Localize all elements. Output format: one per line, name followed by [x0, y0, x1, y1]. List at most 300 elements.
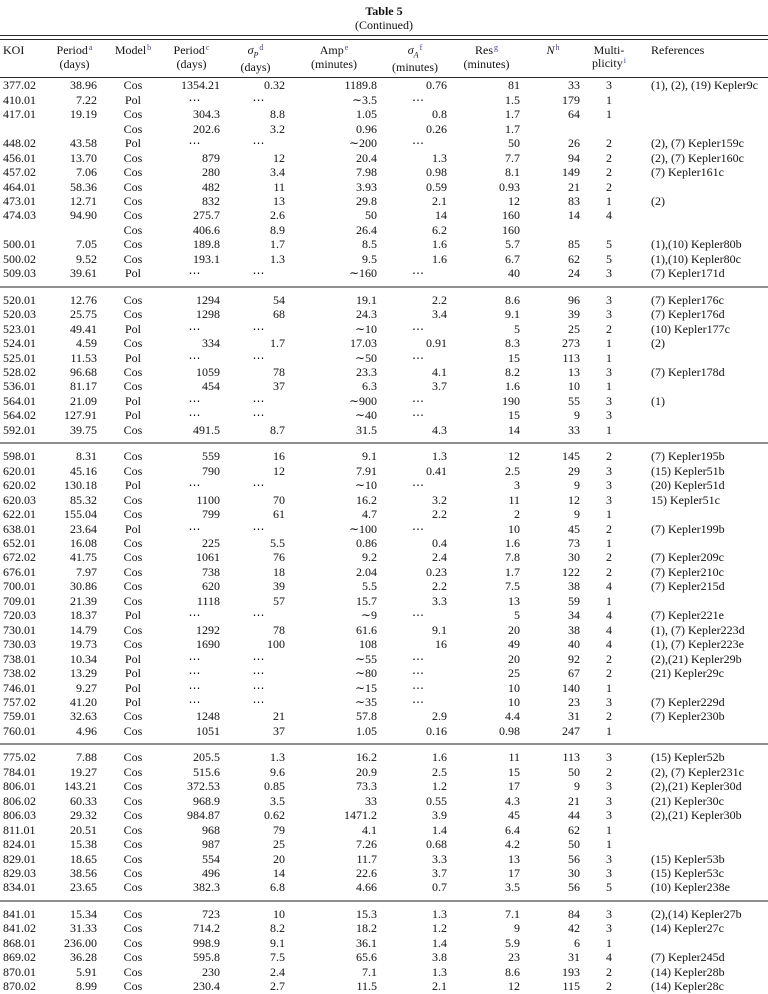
cell-sigma-p: ⋯ [252, 321, 265, 336]
cell-sigma-p: 13 [273, 194, 285, 209]
footnote-d-link[interactable]: d [259, 43, 264, 52]
cell-n: 44 [568, 808, 580, 823]
cell-sigma-p: 2.4 [270, 964, 285, 979]
cell-koi: 592.01 [3, 422, 36, 437]
cell-sigma-p: 12 [273, 463, 285, 478]
cell-multiplicity: 2 [606, 550, 612, 565]
cell-model: Pol [124, 666, 141, 681]
cell-sigma-p: 12 [273, 150, 285, 165]
cell-res: 9.1 [505, 307, 520, 322]
cell-period-fit: 1294 [163, 287, 226, 307]
cell-amp: ∼900 [348, 393, 377, 408]
cell-model: Cos [123, 564, 143, 579]
cell-sigma-a: 1.6 [432, 251, 447, 266]
cell-model: Cos [123, 222, 143, 237]
cell-n: 64 [568, 107, 580, 122]
cell-res: 1.5 [505, 92, 520, 107]
cell-references: (7) Kepler221e [651, 608, 724, 623]
cell-amp: 22.6 [356, 865, 377, 880]
cell-amp: ∼80 [354, 666, 377, 681]
cell-amp: 23.3 [356, 365, 377, 379]
cell-references [632, 223, 768, 237]
cell-n: 193 [562, 964, 580, 979]
cell-period-observed: 14.79 [70, 622, 97, 637]
cell-koi: 738.02 [3, 666, 36, 681]
cell-sigma-a: 6.2 [432, 222, 447, 237]
cell-sigma-p: 3.4 [270, 165, 285, 180]
cell-references: (2),(21) Kepler30d [651, 779, 742, 794]
cell-period-observed: 29.32 [70, 808, 97, 823]
table-row [0, 936, 768, 950]
cell-amp: ∼35 [354, 694, 377, 709]
cell-model: Cos [123, 979, 143, 994]
cell-sigma-a: 1.2 [432, 779, 447, 794]
cell-references: (1) [651, 393, 665, 408]
cell-amp: 9.1 [291, 443, 383, 463]
cell-sigma-a: 3.9 [432, 808, 447, 823]
cell-sigma-p: 0.62 [264, 808, 285, 823]
cell-multiplicity: 2 [606, 666, 612, 681]
cell-amp: 9.2 [362, 550, 377, 565]
table-row [0, 852, 768, 866]
cell-references: (15) Kepler52b [632, 744, 768, 764]
cell-sigma-a: 1.4 [432, 935, 447, 950]
cell-koi: 709.01 [3, 593, 36, 608]
cell-period-fit: 879 [202, 150, 220, 165]
cell-period-fit: 554 [202, 851, 220, 866]
cell-res: 7.1 [453, 901, 526, 921]
cell-period-observed: 39.61 [70, 266, 97, 281]
cell-period-fit: 275.7 [193, 208, 220, 223]
cell-sigma-p: 57 [273, 593, 285, 608]
cell-koi: 784.01 [3, 764, 36, 779]
cell-koi: 509.03 [3, 266, 36, 281]
cell-amp: 24.3 [356, 307, 377, 322]
cell-koi: 564.01 [3, 393, 36, 408]
cell-koi: 528.02 [3, 365, 36, 379]
cell-references: (14) Kepler28b [651, 964, 725, 979]
cell-sigma-a: 2.1 [432, 979, 447, 994]
cell-sigma-a: 9.1 [432, 622, 447, 637]
cell-amp: 0.96 [356, 121, 377, 136]
cell-references: 15) Kepler51c [651, 492, 720, 507]
cell-koi: 757.02 [3, 694, 36, 709]
footnote-h-link[interactable]: h [555, 43, 560, 52]
footnote-g-link[interactable]: g [494, 43, 498, 52]
cell-amp: 16.2 [356, 492, 377, 507]
cell-period-observed: 7.05 [76, 237, 97, 252]
cell-sigma-p: ⋯ [252, 680, 265, 695]
cell-multiplicity: 3 [606, 865, 612, 880]
cell-period-fit: 1051 [196, 723, 220, 738]
cell-multiplicity: 1 [606, 379, 612, 394]
cell-n: 84 [526, 901, 586, 921]
row-group-4 [0, 744, 768, 901]
cell-amp: 7.91 [356, 463, 377, 478]
footnote-a-link[interactable]: a [88, 43, 93, 52]
cell-amp: ∼10 [354, 321, 377, 336]
col-header-sigma-p: $\sigma_P^d$ (days) [226, 40, 291, 78]
footnote-b-link[interactable]: b [147, 43, 152, 52]
cell-amp: 2.04 [356, 564, 377, 579]
cell-n: 85 [568, 237, 580, 252]
cell-multiplicity: 3 [606, 793, 612, 808]
cell-n: 31 [568, 950, 580, 965]
cell-period-fit: 998.9 [193, 935, 220, 950]
table-row [0, 794, 768, 808]
cell-model: Pol [124, 350, 141, 365]
cell-n: 33 [568, 78, 580, 93]
cell-model: Cos [123, 179, 143, 194]
cell-references: (2) [651, 336, 665, 351]
cell-amp: 15.3 [291, 901, 383, 921]
table-row [0, 522, 768, 536]
table-row [0, 464, 768, 478]
cell-multiplicity: 3 [606, 408, 612, 423]
cell-sigma-a: ⋯ [412, 608, 424, 623]
cell-res: 10 [508, 694, 520, 709]
cell-n: 56 [568, 880, 580, 895]
cell-n: 179 [562, 92, 580, 107]
cell-amp: 31.5 [356, 422, 377, 437]
cell-sigma-p: 21 [273, 709, 285, 724]
cell-n: 12 [568, 492, 580, 507]
table-row [0, 965, 768, 979]
cell-references: (1), (7) Kepler223e [651, 637, 744, 652]
table-row [0, 408, 768, 422]
cell-model: Pol [124, 651, 141, 666]
cell-model: Cos [123, 637, 143, 652]
cell-n: 67 [568, 666, 580, 681]
cell-sigma-a: 0.59 [426, 179, 447, 194]
cell-n [526, 122, 586, 136]
footnote-e-link[interactable]: e [344, 43, 349, 52]
cell-period-fit: 968 [202, 822, 220, 837]
cell-period-observed: 12.71 [70, 194, 97, 209]
cell-period-fit: 372.53 [187, 779, 220, 794]
cell-model: Cos [103, 901, 163, 921]
cell-res: 5 [514, 608, 520, 623]
cell-koi [0, 122, 52, 136]
cell-sigma-p: 7.5 [270, 950, 285, 965]
cell-koi: 622.01 [3, 507, 36, 522]
cell-koi: 806.01 [3, 779, 36, 794]
cell-amp: 4.66 [356, 880, 377, 895]
cell-period-observed: 16.08 [70, 535, 97, 550]
cell-sigma-a: ⋯ [412, 651, 424, 666]
cell-amp: 57.8 [356, 709, 377, 724]
cell-model: Cos [123, 880, 143, 895]
cell-amp: 11.5 [356, 979, 377, 994]
cell-sigma-p: 1.7 [270, 336, 285, 351]
cell-koi: 417.01 [3, 107, 36, 122]
table-row [0, 208, 768, 222]
cell-sigma-a: 1.3 [383, 443, 453, 463]
table-row [0, 165, 768, 179]
cell-period-fit: 595.8 [193, 950, 220, 965]
cell-model: Cos [123, 307, 143, 322]
table-row [0, 652, 768, 666]
cell-period-observed: 43.58 [70, 136, 97, 151]
cell-multiplicity: 4 [606, 950, 612, 965]
cell-res: 5 [514, 321, 520, 336]
cell-references: (14) Kepler27c [651, 921, 724, 936]
cell-references: (15) Kepler53c [651, 865, 724, 880]
cell-res: 0.98 [499, 723, 520, 738]
cell-period-observed: 11.53 [70, 350, 97, 365]
cell-period-fit: 723 [163, 901, 226, 921]
cell-period-observed: 81.17 [70, 379, 97, 394]
cell-sigma-a: 3.2 [432, 492, 447, 507]
cell-period-observed: 30.86 [70, 579, 97, 594]
cell-amp: ∼55 [354, 651, 377, 666]
cell-model: Cos [123, 935, 143, 950]
cell-n: 59 [568, 593, 580, 608]
cell-multiplicity: 2 [606, 979, 612, 994]
cell-model: Cos [123, 622, 143, 637]
table-caption [0, 0, 768, 32]
cell-sigma-a: 0.8 [432, 107, 447, 122]
table-row [0, 536, 768, 550]
cell-references [632, 837, 768, 851]
table-row [0, 579, 768, 593]
cell-res: 7.8 [505, 550, 520, 565]
cell-period-fit: ⋯ [188, 350, 201, 365]
cell-amp: 4.1 [362, 822, 377, 837]
table-row [0, 266, 768, 286]
cell-period-fit: 1298 [196, 307, 220, 322]
table-row [0, 823, 768, 837]
cell-references: (7) Kepler176c [632, 287, 768, 307]
cell-n: 113 [562, 350, 580, 365]
table-row [0, 237, 768, 251]
cell-res: 20 [508, 622, 520, 637]
cell-amp: ∼40 [354, 408, 377, 423]
cell-multiplicity: 3 [606, 478, 612, 493]
cell-res: 4.3 [505, 793, 520, 808]
cell-res: 3.5 [505, 880, 520, 895]
table-row [0, 695, 768, 709]
cell-n: 113 [526, 744, 586, 764]
cell-multiplicity [586, 122, 632, 136]
table-row [0, 507, 768, 521]
cell-res: 4.2 [505, 837, 520, 852]
cell-period-fit: ⋯ [188, 608, 201, 623]
cell-amp: 1.05 [356, 723, 377, 738]
cell-sigma-p: ⋯ [252, 92, 265, 107]
cell-amp: 65.6 [356, 950, 377, 965]
cell-references: (10) Kepler238e [651, 880, 730, 895]
cell-n: 31 [568, 709, 580, 724]
cell-references: (7) Kepler161c [651, 165, 724, 180]
cell-koi: 377.02 [3, 78, 36, 93]
cell-model: Pol [124, 266, 141, 281]
cell-sigma-p: 37 [273, 723, 285, 738]
cell-multiplicity: 3 [606, 694, 612, 709]
cell-references: (7) Kepler229d [651, 694, 725, 709]
cell-sigma-a: 1.3 [432, 150, 447, 165]
cell-multiplicity: 1 [606, 680, 612, 695]
cell-model: Cos [123, 165, 143, 180]
cell-multiplicity: 1 [606, 593, 612, 608]
cell-references: (21) Kepler30c [651, 793, 724, 808]
cell-model: Cos [123, 107, 143, 122]
cell-sigma-a: 1.6 [432, 237, 447, 252]
header-row [0, 40, 768, 78]
cell-sigma-p: 61 [273, 507, 285, 522]
table-row [0, 623, 768, 637]
table-row [0, 443, 768, 463]
cell-n: 25 [568, 321, 580, 336]
cell-koi [0, 223, 52, 237]
cell-n: 56 [568, 851, 580, 866]
footnote-i-link[interactable]: i [623, 56, 626, 65]
cell-multiplicity: 3 [606, 365, 612, 379]
cell-amp: 20.9 [356, 764, 377, 779]
cell-references [632, 351, 768, 365]
cell-res: 160 [502, 222, 520, 237]
cell-references: (2) [651, 194, 665, 209]
cell-period-fit: ⋯ [188, 694, 201, 709]
cell-res: 1.7 [505, 121, 520, 136]
cell-amp: 50 [365, 208, 377, 223]
cell-koi: 464.01 [3, 179, 36, 194]
table-row [0, 709, 768, 723]
cell-period-fit: ⋯ [188, 521, 201, 536]
cell-sigma-p: 6.8 [270, 880, 285, 895]
cell-period-observed: 96.68 [70, 365, 97, 379]
cell-n: 34 [568, 608, 580, 623]
cell-sigma-a: ⋯ [412, 694, 424, 709]
cell-period-fit: ⋯ [188, 136, 201, 151]
cell-references: (7) Kepler176d [651, 307, 725, 322]
cell-references: (10) Kepler177c [651, 321, 730, 336]
cell-period-fit: 334 [202, 336, 220, 351]
table-row [0, 379, 768, 393]
cell-amp: 1.05 [356, 107, 377, 122]
cell-sigma-p: 78 [273, 622, 285, 637]
cell-period-fit: 202.6 [193, 121, 220, 136]
cell-sigma-p: 1.3 [270, 251, 285, 266]
cell-references: (1), (7) Kepler223d [651, 622, 745, 637]
cell-model: Cos [103, 287, 163, 307]
cell-sigma-p: ⋯ [252, 478, 265, 493]
cell-n: 73 [568, 535, 580, 550]
cell-koi: 500.02 [3, 251, 36, 266]
cell-res: 81 [508, 78, 520, 93]
cell-model: Cos [123, 723, 143, 738]
cell-model: Cos [123, 336, 143, 351]
cell-model: Cos [123, 921, 143, 936]
cell-res: 15 [508, 408, 520, 423]
table-row [0, 608, 768, 622]
cell-sigma-a: 2.2 [432, 579, 447, 594]
table-row [0, 336, 768, 350]
cell-period-observed: 45.16 [70, 463, 97, 478]
cell-multiplicity: 3 [606, 266, 612, 281]
cell-references: (7) Kepler195b [632, 443, 768, 463]
table-row [0, 287, 768, 307]
cell-period-fit: ⋯ [188, 266, 201, 281]
cell-sigma-p: 76 [273, 550, 285, 565]
cell-references: (21) Kepler29c [651, 666, 724, 681]
cell-references [632, 594, 768, 608]
cell-references [632, 936, 768, 950]
cell-references: (7) Kepler230b [651, 709, 725, 724]
cell-sigma-a: 0.76 [426, 78, 447, 93]
cell-amp: 7.1 [362, 964, 377, 979]
cell-res: 25 [508, 666, 520, 681]
cell-sigma-p: 8.9 [270, 222, 285, 237]
cell-multiplicity: 2 [606, 150, 612, 165]
cell-n: 45 [568, 521, 580, 536]
cell-amp: 1189.8 [344, 78, 377, 93]
cell-sigma-p: 3.5 [270, 793, 285, 808]
cell-period-observed: 15.38 [70, 837, 97, 852]
cell-koi: 598.01 [0, 443, 52, 463]
cell-sigma-p: ⋯ [252, 393, 265, 408]
footnote-c-link[interactable]: c [205, 43, 210, 52]
col-header-period-fit: Period$^c$ (days) [163, 40, 226, 78]
cell-period-observed: 58.36 [70, 179, 97, 194]
cell-multiplicity: 3 [606, 78, 612, 93]
cell-model: Cos [123, 779, 143, 794]
cell-period-observed: 8.31 [52, 443, 103, 463]
table-row [0, 901, 768, 921]
cell-period-fit: 1248 [196, 709, 220, 724]
cell-n: 39 [568, 307, 580, 322]
footnote-f-link[interactable]: f [419, 43, 423, 52]
cell-period-observed: 18.37 [70, 608, 97, 623]
cell-amp: 11.7 [356, 851, 377, 866]
cell-period-observed: 25.75 [70, 307, 97, 322]
cell-res: 8.1 [505, 165, 520, 180]
table-row [0, 194, 768, 208]
cell-koi: 638.01 [3, 521, 36, 536]
cell-period-fit: 1292 [196, 622, 220, 637]
cell-references [632, 823, 768, 837]
cell-sigma-a: 2.2 [383, 287, 453, 307]
row-group-5 [0, 901, 768, 994]
cell-res: 8.2 [505, 365, 520, 379]
cell-model: Pol [124, 521, 141, 536]
cell-n: 33 [568, 422, 580, 437]
cell-res: 45 [508, 808, 520, 823]
cell-sigma-a: ⋯ [412, 408, 424, 423]
cell-amp: ∼100 [348, 521, 377, 536]
cell-multiplicity: 2 [586, 443, 632, 463]
cell-sigma-p: 1.3 [226, 744, 291, 764]
cell-period-observed: 21.09 [70, 393, 97, 408]
cell-n: 247 [562, 723, 580, 738]
cell-n: 50 [568, 764, 580, 779]
cell-period-observed: 15.34 [52, 901, 103, 921]
cell-koi: 620.02 [3, 478, 36, 493]
cell-model: Pol [124, 136, 141, 151]
cell-amp: ∼160 [348, 266, 377, 281]
cell-sigma-p: 8.2 [270, 921, 285, 936]
cell-res: 49 [508, 637, 520, 652]
cell-period-observed [52, 223, 103, 237]
cell-references: (7) Kepler178d [651, 365, 725, 379]
cell-multiplicity: 1 [606, 507, 612, 522]
cell-references [632, 379, 768, 393]
cell-period-observed: 85.32 [70, 492, 97, 507]
cell-koi: 520.01 [0, 287, 52, 307]
cell-period-observed: 7.88 [52, 744, 103, 764]
cell-references: (7) Kepler209c [651, 550, 724, 565]
cell-multiplicity: 1 [606, 822, 612, 837]
